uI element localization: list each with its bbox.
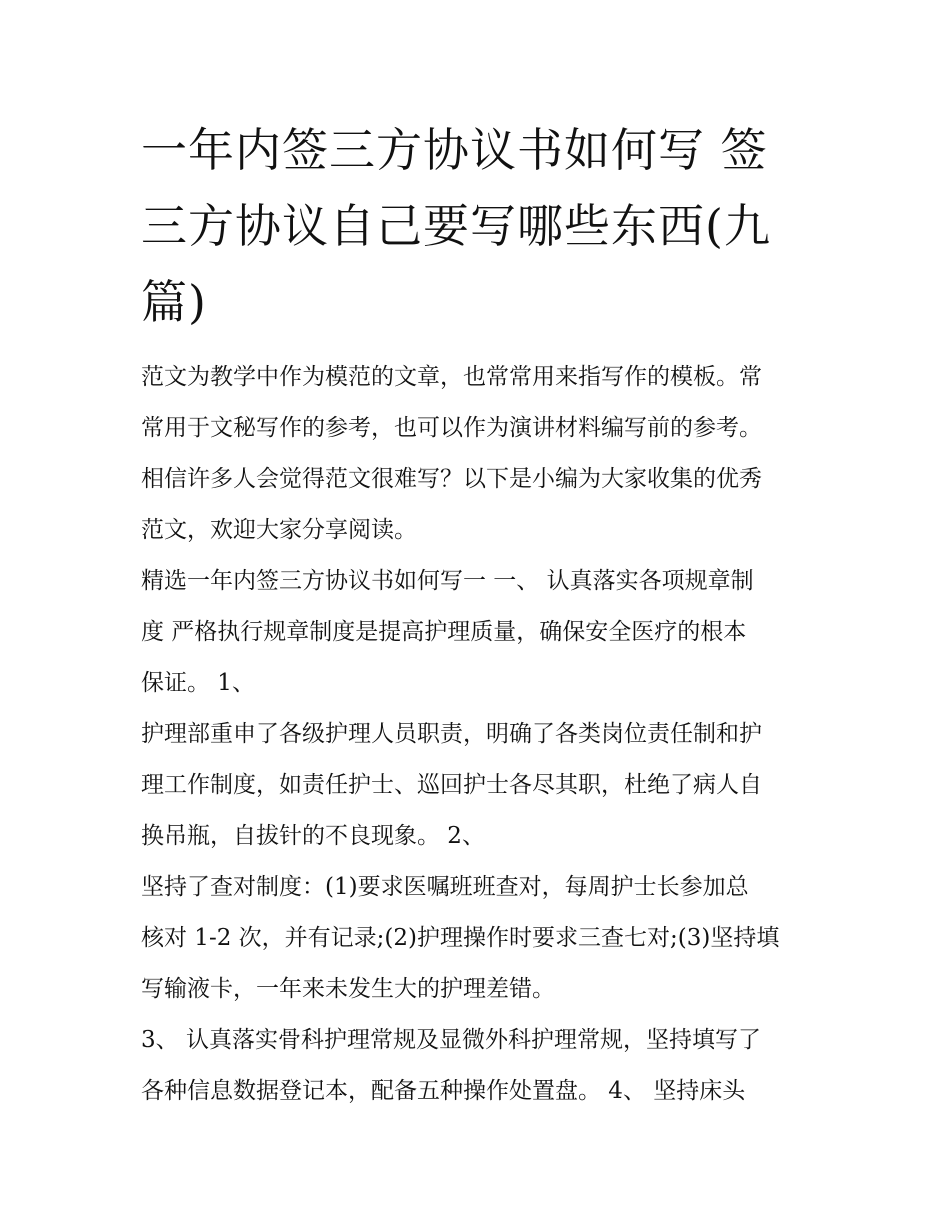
text-line: 护理部重申了各级护理人员职责，明确了各类岗位责任制和护 <box>141 721 762 747</box>
text-line: 各种信息数据登记本，配备五种操作处置盘。 4、 坚持床头 <box>141 1078 746 1104</box>
title-line: 一年内签三方协议书如何写 签 <box>141 123 768 177</box>
paragraph-item-3 <box>141 1015 813 1117</box>
text-line: 常用于文秘写作的参考，也可以作为演讲材料编写前的参考。 <box>141 415 762 441</box>
text-line: 坚持了查对制度：(1)要求医嘱班班查对，每周护士长参加总 <box>141 874 749 900</box>
text-line: 3、 认真落实骨科护理常规及显微外科护理常规，坚持填写了 <box>141 1027 761 1053</box>
text-line: 理工作制度，如责任护士、巡回护士各尽其职，杜绝了病人自 <box>141 772 762 798</box>
text-line: 保证。 1、 <box>141 670 255 696</box>
text-line: 范文为教学中作为模范的文章，也常常用来指写作的模板。常 <box>141 364 762 390</box>
document-page <box>141 112 813 1117</box>
paragraph-item-1 <box>141 709 813 862</box>
text-line: 换吊瓶，自拔针的不良现象。 2、 <box>141 823 485 849</box>
title-line: 三方协议自己要写哪些东西(九 <box>141 199 771 253</box>
paragraph-intro <box>141 352 813 556</box>
paragraph-section-1 <box>141 556 813 709</box>
text-line: 范文，欢迎大家分享阅读。 <box>141 517 417 543</box>
paragraph-item-2 <box>141 862 813 1015</box>
text-line: 核对 1-2 次，并有记录;(2)护理操作时要求三查七对;(3)坚持填 <box>141 925 780 951</box>
document-body <box>141 352 813 1117</box>
document-title <box>141 112 813 340</box>
text-line: 精选一年内签三方协议书如何写一 一、 认真落实各项规章制 <box>141 568 754 594</box>
text-line: 写输液卡，一年来未发生大的护理差错。 <box>141 976 555 1002</box>
text-line: 相信许多人会觉得范文很难写？以下是小编为大家收集的优秀 <box>141 466 762 492</box>
text-line: 度 严格执行规章制度是提高护理质量，确保安全医疗的根本 <box>141 619 747 645</box>
title-line: 篇) <box>141 275 207 329</box>
